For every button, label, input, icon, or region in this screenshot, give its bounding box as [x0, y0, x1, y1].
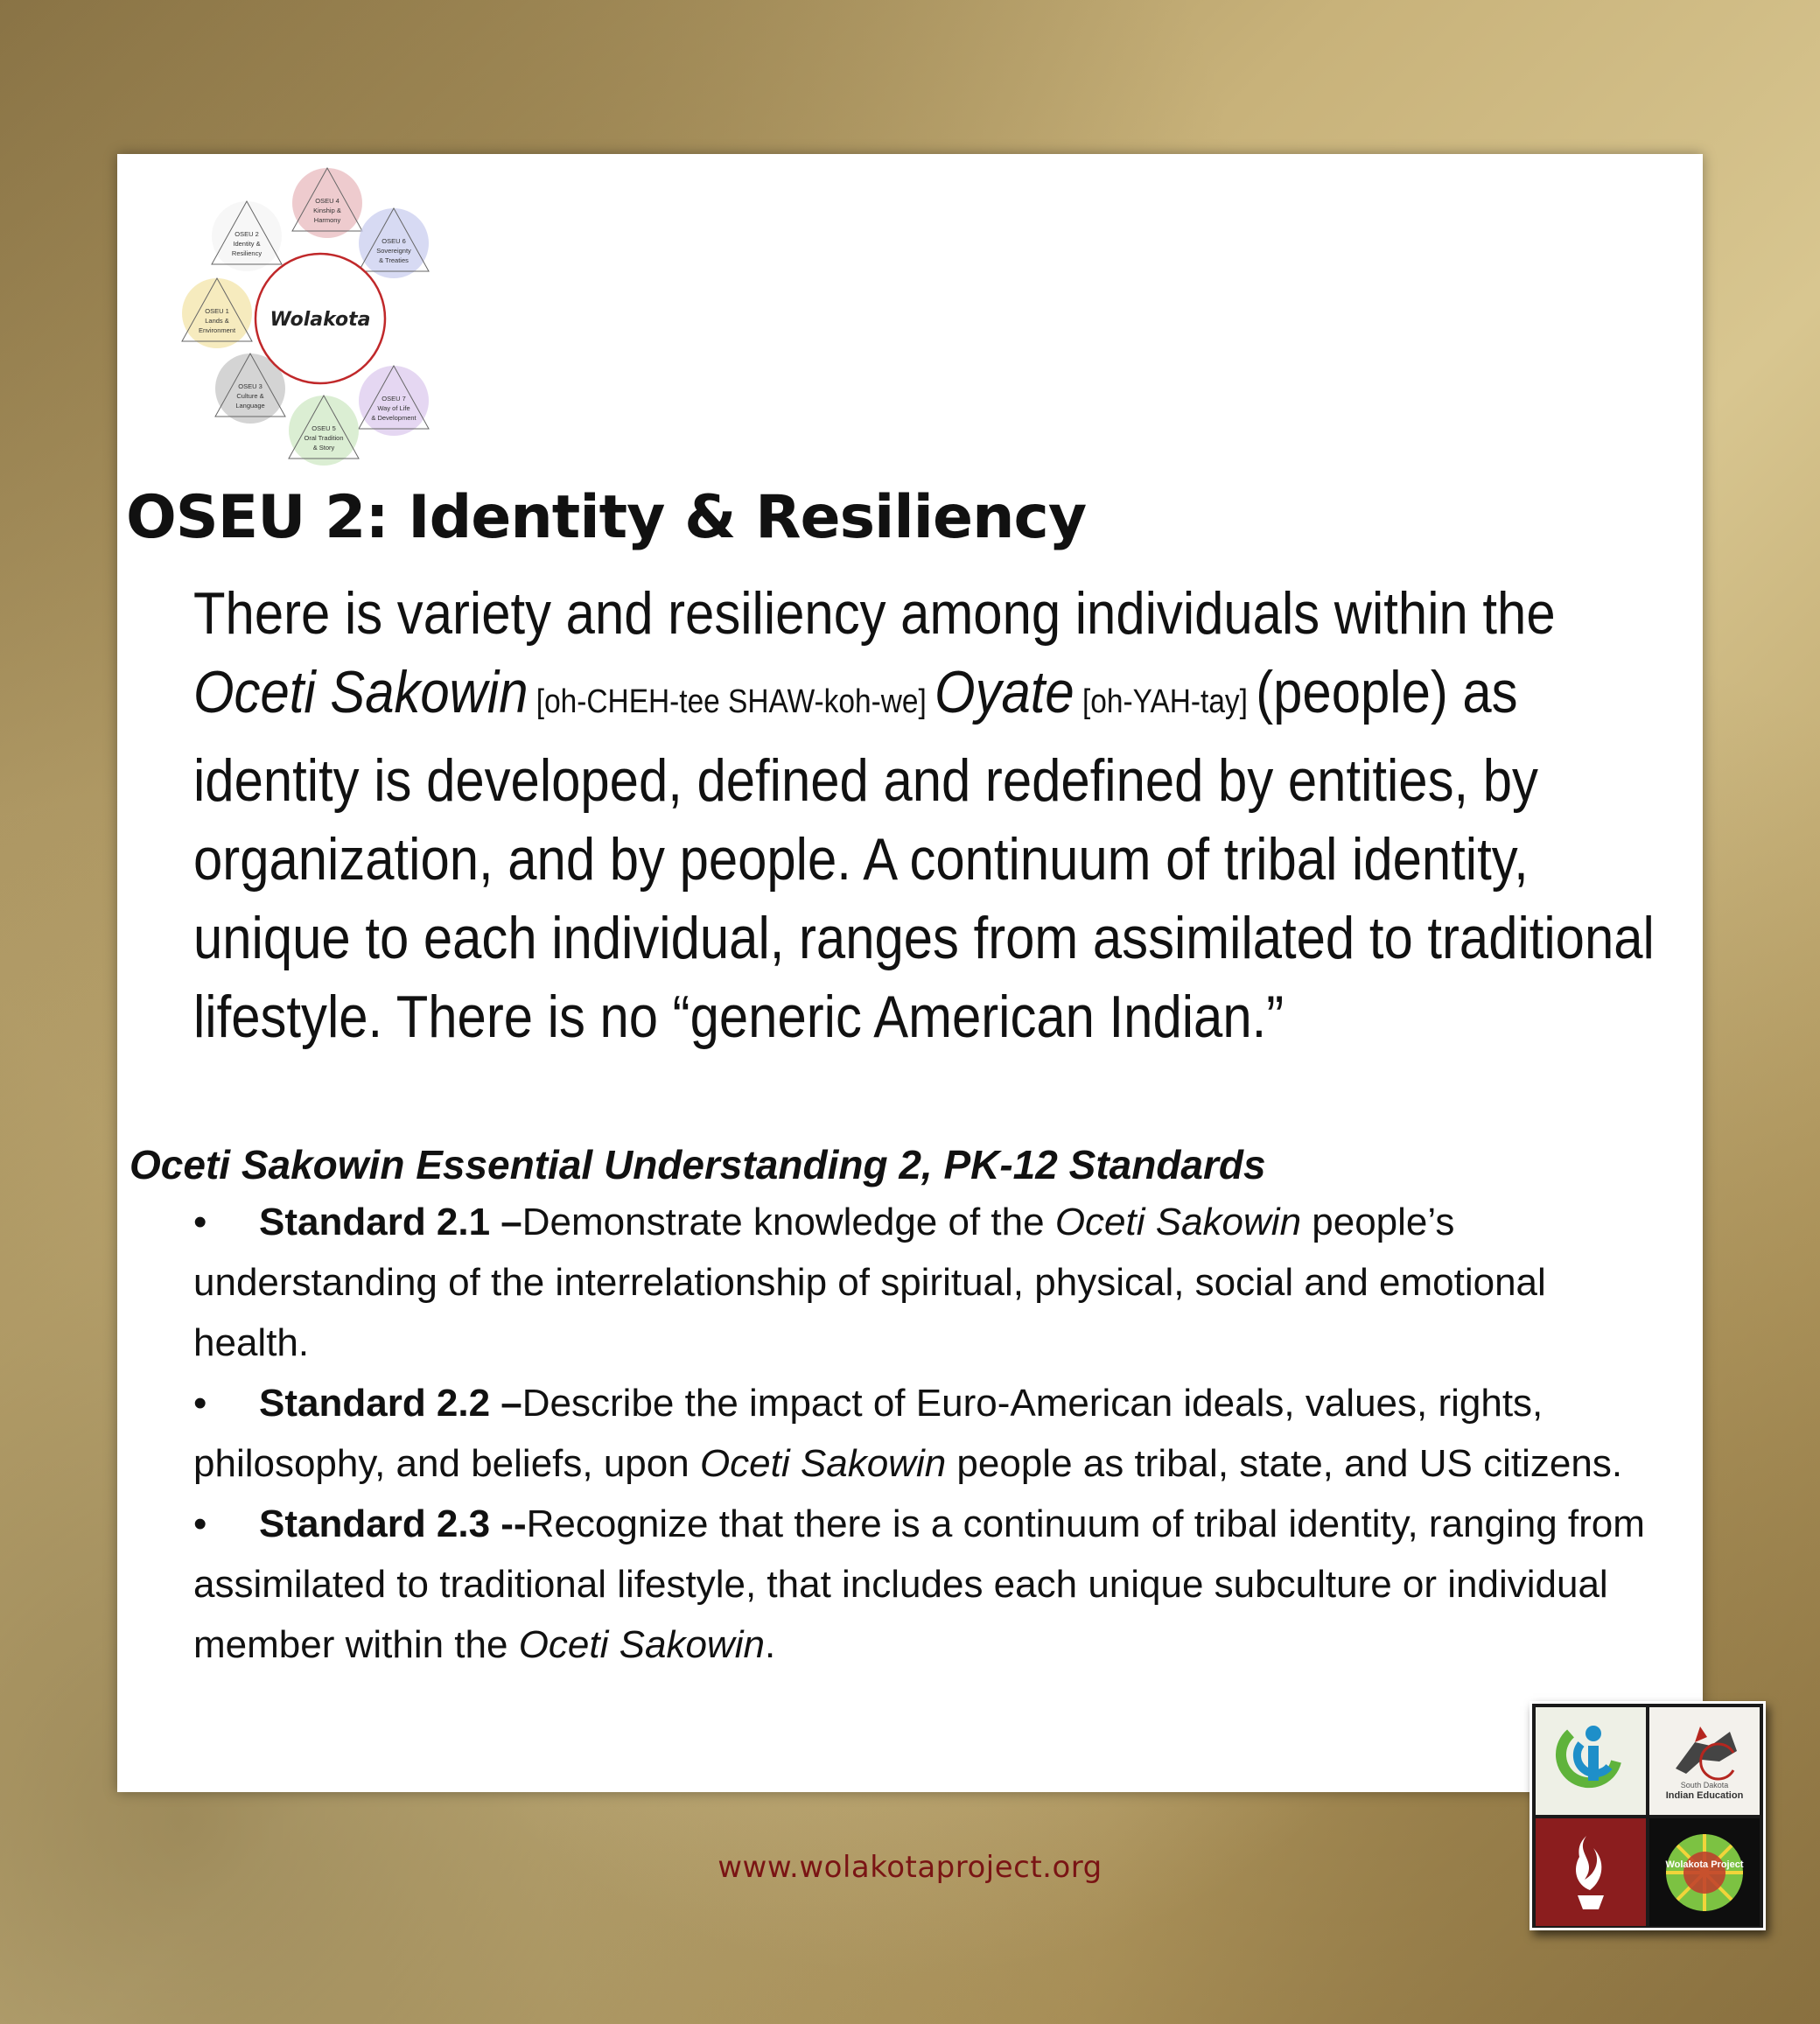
oseu-diagram-svg: [170, 154, 537, 478]
oseu-node-label: OSEU 6: [382, 237, 406, 245]
oseu-node-label: & Treaties: [379, 256, 409, 264]
standard-label: Standard 2.3 --: [259, 1502, 527, 1545]
standard-item-2-1: [193, 1192, 1646, 1373]
oseu-node-label: Lands &: [205, 317, 229, 325]
oseu-diagram: [170, 154, 537, 478]
bullet: •: [193, 1382, 207, 1425]
intro-oyate-pronunciation: [oh-YAH-tay]: [1074, 683, 1256, 720]
partner-logos: [1530, 1701, 1766, 1930]
standard-text: Recognize that there is a continuum of tribal identity, ranging from assimilated to traditional lifestyle, that includes each unique subculture or individual member within the: [193, 1502, 1645, 1666]
content-card: [117, 154, 1703, 1792]
oseu-node-label: OSEU 1: [205, 307, 229, 315]
oseu-node: [212, 201, 282, 271]
intro-paragraph: [193, 574, 1687, 1056]
standard-label: Standard 2.1 –: [259, 1201, 522, 1243]
standard-italic: Oceti Sakowin: [699, 1442, 947, 1485]
oseu-node-label: OSEU 7: [382, 395, 406, 403]
standard-text: Describe the impact of Euro-American ideals, values, rights, philosophy, and beliefs, upon: [193, 1382, 1544, 1485]
bullet: •: [193, 1201, 207, 1243]
intro-oyate: Oyate: [934, 659, 1074, 725]
intro-text-1: There is variety and resiliency among individuals within the: [193, 580, 1556, 647]
standard-text-end: people as tribal, state, and US citizens.: [946, 1442, 1623, 1485]
oseu-node-label: Way of Life: [377, 404, 410, 412]
oseu-node-label: Oral Tradition: [304, 434, 344, 442]
south-dakota-label: South Dakota: [1680, 1781, 1729, 1789]
standard-text: Demonstrate knowledge of the: [522, 1201, 1055, 1243]
oseu-node: [292, 168, 362, 238]
oseu-node-label: OSEU 4: [315, 197, 340, 205]
oseu-node-label: Language: [235, 402, 265, 410]
oseu-node: [359, 366, 429, 436]
oseu-node: [289, 396, 359, 466]
page-title: OSEU 2: Identity & Resiliency: [126, 483, 1087, 552]
oseu-node-label: OSEU 2: [234, 230, 259, 238]
oseu-node-label: OSEU 5: [312, 424, 336, 432]
tribal-education-logo: [1536, 1707, 1646, 1815]
standard-italic: Oceti Sakowin: [1054, 1201, 1302, 1243]
indian-education-logo: [1649, 1707, 1760, 1815]
oseu-node-label: Culture &: [236, 392, 264, 400]
standard-text-end: .: [764, 1623, 776, 1666]
standard-text-end: people’s understanding of the interrelationship of spiritual, physical, social and emotional health.: [193, 1201, 1546, 1364]
intro-text-2: (people) as identity is developed, defined and redefined by entities, by organization, and by people. A continuum of tribal identity, unique to each individual, ranges from assimilated to traditional lifestyle. There is no “generic American Indian.”: [193, 659, 1655, 1050]
standard-item-2-3: [193, 1494, 1646, 1675]
oseu-node-label: Environment: [198, 326, 236, 334]
oseu-node-label: Resiliency: [231, 249, 262, 257]
oseu-node: [182, 278, 252, 348]
oseu-node-label: Identity &: [233, 240, 261, 248]
intro-oceti-sakowin: Oceti Sakowin: [193, 659, 528, 725]
standards-heading: Oceti Sakowin Essential Understanding 2, PK-12 Standards: [130, 1142, 1266, 1187]
standard-item-2-2: [193, 1373, 1646, 1494]
standard-label: Standard 2.2 –: [259, 1382, 522, 1425]
oseu-node-label: Kinship &: [313, 207, 341, 214]
oseu-node-label: & Development: [371, 414, 416, 422]
wolakota-center-label: Wolakota: [270, 309, 371, 331]
intro-oceti-pronunciation: [oh-CHEH-tee SHAW-koh-we]: [528, 683, 935, 720]
oseu-node: [359, 208, 429, 278]
oseu-node-label: OSEU 3: [238, 382, 262, 390]
standard-italic: Oceti Sakowin: [518, 1623, 765, 1666]
oseu-node-label: Sovereignty: [376, 247, 411, 255]
indian-education-label: Indian Education: [1665, 1790, 1744, 1801]
oseu-node-label: Harmony: [313, 216, 341, 224]
website-url: www.wolakotaproject.org: [718, 1850, 1102, 1885]
oseu-node-label: & Story: [312, 444, 335, 452]
standards-list: [193, 1192, 1646, 1675]
bullet: •: [193, 1502, 207, 1545]
wolakota-project-label: Wolakota Project: [1665, 1859, 1744, 1870]
